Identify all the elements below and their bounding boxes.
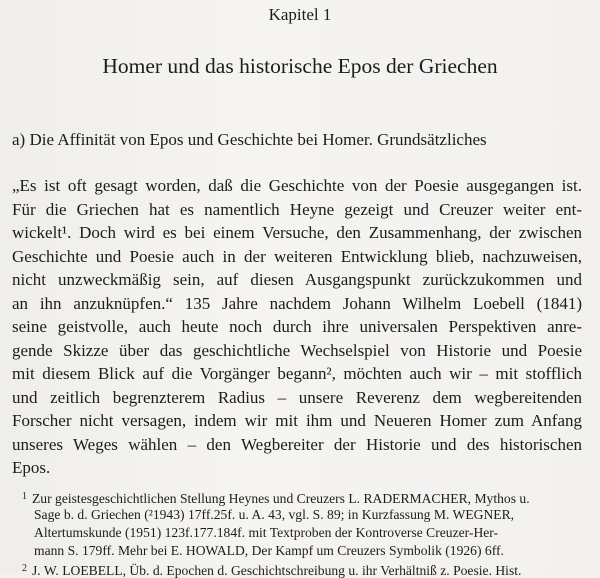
body-line: und zeitlich begrenzterem Radius – unsere Reverenz dem wegbereitenden xyxy=(12,387,582,407)
footnote-1-line xyxy=(22,488,582,506)
body-line: seine geistvolle, auch heute noch durch ihre universalen Perspektiven anre- xyxy=(12,317,582,336)
body-line: wickelt¹. Doch wird es bei einem Versuche, den Zusammenhang, der zwischen xyxy=(12,223,582,242)
footnote-2-mark: 2 xyxy=(22,563,27,574)
section-heading: a) Die Affinität von Epos und Geschichte bei Homer. Grundsätzliches xyxy=(12,130,487,149)
body-line: nicht unzweckmäßig sein, auf diesen Ausgangspunkt zurückzukommen und xyxy=(12,270,582,289)
body-line: Forscher nicht versagen, indem wir mit ihm und Neueren Homer zum Anfang xyxy=(12,411,582,430)
body-line: gende Skizze über das geschichtliche Wechselspiel von Historie und Poesie xyxy=(12,340,582,360)
body-line: Für die Griechen hat es namentlich Heyne gezeigt und Creuzer weiter ent- xyxy=(12,199,582,219)
chapter-heading: Kapitel 1 xyxy=(268,5,332,24)
body-paragraph xyxy=(12,174,582,480)
footnote-2-text: J. W. LOEBELL, Üb. d. Epochen d. Geschichtschreibung u. ihr Verhältniß z. Poesie. Hist. xyxy=(32,563,522,578)
body-line: an ihn anzuknüpfen.“ 135 Jahre nachdem Johann Wilhelm Loebell (1841) xyxy=(12,293,582,313)
chapter-title: Homer und das historische Epos der Griechen xyxy=(102,54,498,78)
footnotes xyxy=(22,488,582,578)
body-line: Geschichte und Poesie auch in der weiteren Entwicklung blieb, nachzuweisen, xyxy=(12,246,582,266)
body-line: mit diesem Blick auf die Vorgänger begann², möchten auch wir – mit stofflich xyxy=(12,364,582,383)
footnote-2-line xyxy=(22,560,582,578)
body-line: „Es ist oft gesagt worden, daß die Geschichte von der Poesie ausgegangen ist. xyxy=(12,176,582,195)
body-line: Epos. xyxy=(12,458,51,477)
footnote-1-mark: 1 xyxy=(22,491,27,502)
footnote-1-line: mann S. 179ff. Mehr bei E. HOWALD, Der Kampf um Creuzers Symbolik (1926) 6ff. xyxy=(34,543,504,558)
footnote-1-line: Sage b. d. Griechen (²1943) 17ff.25f. u. A. 43, vgl. S. 89; in Kurzfassung M. WEGNER, xyxy=(34,507,515,522)
footnote-1-line: Altertumskunde (1951) 123f.177.184f. mit Textproben der Kontroverse Creuzer-Her- xyxy=(34,525,499,540)
body-line: unseres Weges wählen – den Wegbereiter der Historie und des historischen xyxy=(12,434,582,454)
footnote-1-text: Zur geistesgeschichtlichen Stellung Heynes und Creuzers L. RADERMACHER, Mythos u. xyxy=(32,491,530,506)
